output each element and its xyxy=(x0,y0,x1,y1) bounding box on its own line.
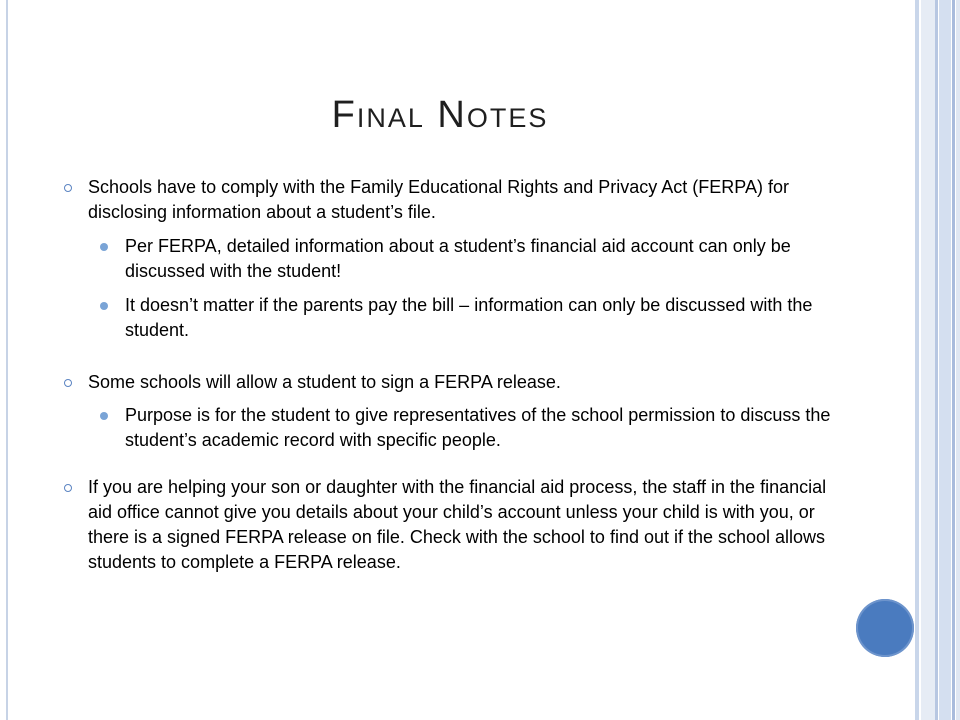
sub-bullet-item xyxy=(64,293,834,343)
filled-bullet-icon xyxy=(100,302,108,310)
bullet-text: If you are helping your son or daughter with the financial aid process, the staff in the financial aid office cannot give you details about your child’s account unless your child is with you, or there is a signed FERPA release on file. Check with the school to find out if the school allows students to complete a FERPA release. xyxy=(88,477,827,572)
bullet-text: Some schools will allow a student to sign a FERPA release. xyxy=(88,372,561,392)
sub-bullet-item xyxy=(64,234,834,284)
filled-bullet-icon xyxy=(100,243,108,251)
sub-bullet-text: Purpose is for the student to give representatives of the school permission to discuss the student’s academic record with specific people. xyxy=(125,405,831,450)
decor-bar xyxy=(921,0,935,720)
bullet-item xyxy=(64,175,834,225)
sub-bullet-text: It doesn’t matter if the parents pay the bill – information can only be discussed with the student. xyxy=(125,295,813,340)
filled-bullet-icon xyxy=(100,412,108,420)
decor-bar xyxy=(952,0,955,720)
sub-bullet-item xyxy=(64,403,834,453)
decor-bar xyxy=(939,0,951,720)
hollow-bullet-icon xyxy=(64,484,72,492)
decor-bar xyxy=(915,0,919,720)
slide-title: Final Notes xyxy=(331,94,549,136)
right-decorative-bars xyxy=(915,0,960,720)
bullet-item xyxy=(64,475,834,575)
bullet-item xyxy=(64,370,834,395)
slide-content xyxy=(64,175,834,575)
sub-bullet-text: Per FERPA, detailed information about a student’s financial aid account can only be discussed with the student! xyxy=(125,236,791,281)
bullet-text: Schools have to comply with the Family Educational Rights and Privacy Act (FERPA) for disclosing information about a student’s file. xyxy=(88,177,789,222)
decor-bar xyxy=(935,0,938,720)
hollow-bullet-icon xyxy=(64,379,72,387)
decorative-circle xyxy=(856,599,914,657)
hollow-bullet-icon xyxy=(64,184,72,192)
decor-bar xyxy=(956,0,960,720)
